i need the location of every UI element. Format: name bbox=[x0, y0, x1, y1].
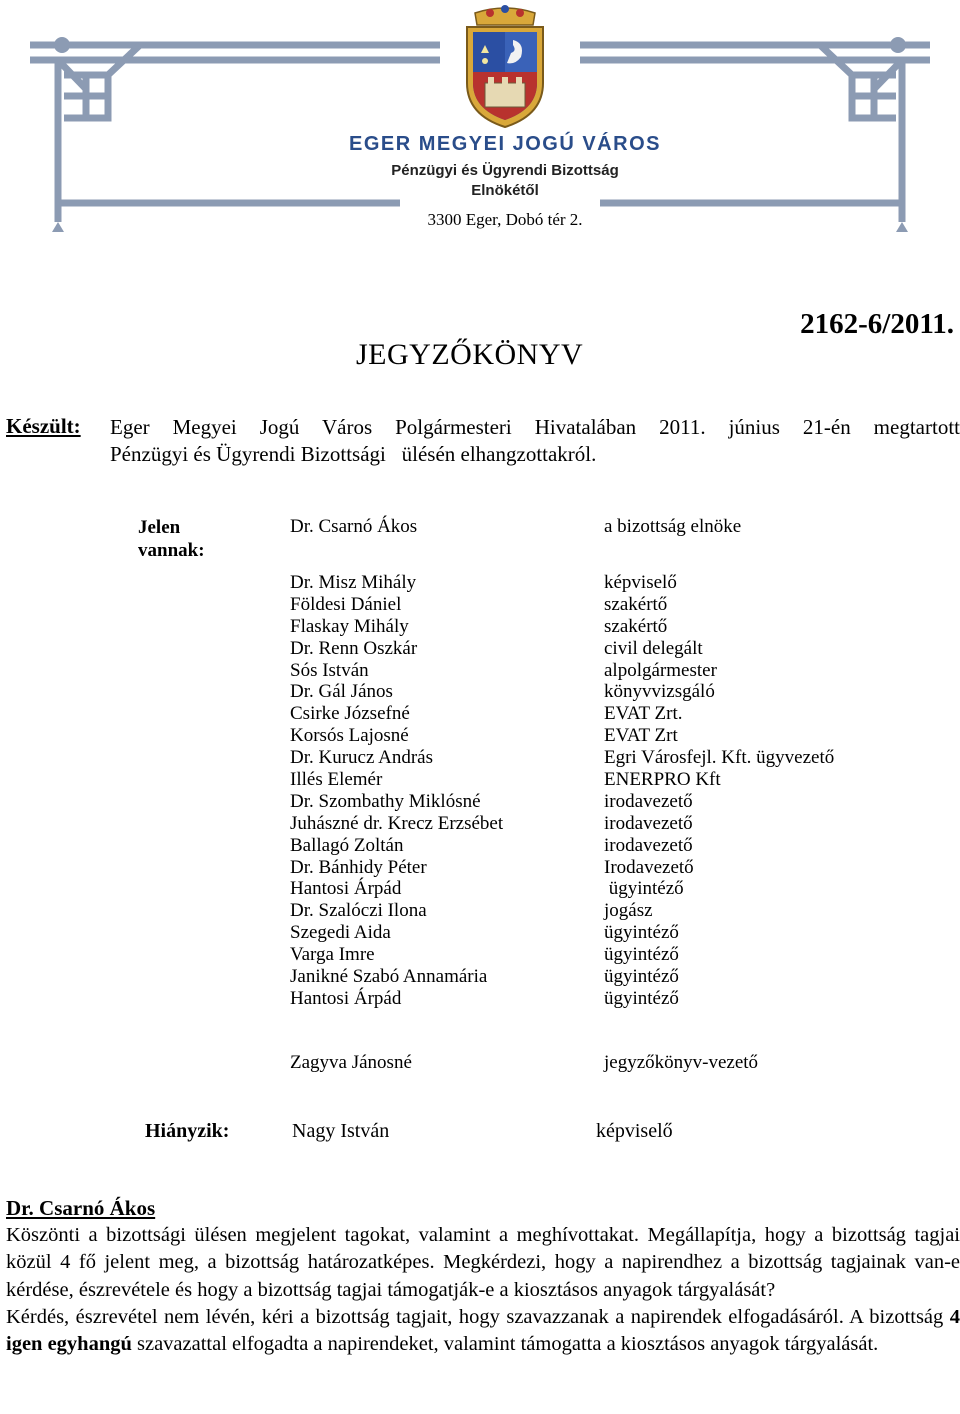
committee-name: Pénzügyi és Ügyrendi Bizottság bbox=[391, 162, 619, 179]
attendee-name: Korsós Lajosné bbox=[290, 725, 409, 747]
attendee-name: Dr. Szalóczi Ilona bbox=[290, 900, 427, 922]
absent-name: Nagy István bbox=[292, 1120, 390, 1142]
attendee-role: szakértő bbox=[604, 593, 668, 615]
prepared-line-1: Eger Megyei Jogú Város Polgármesteri Hivatalában 2011. június 21-én megtartott bbox=[110, 415, 960, 439]
attendee-role: képviselő bbox=[604, 572, 677, 593]
attendee-name: Dr. Bánhidy Péter bbox=[290, 856, 427, 878]
paragraph-2-part-1: Kérdés, észrevétel nem lévén, kéri a bizottság tagjait, hogy szavazzanak a napirendek elfogadásáról. A bizottság bbox=[6, 1305, 950, 1328]
present-label-line-1: Jelen bbox=[138, 517, 181, 538]
attendee-name: Csirke Józsefné bbox=[290, 703, 410, 725]
attendee-role: jogász bbox=[604, 900, 653, 922]
attendee-name: Földesi Dániel bbox=[290, 593, 402, 615]
attendee-name: Dr. Gál János bbox=[290, 681, 393, 703]
attendee-role: könyvvizsgáló bbox=[604, 681, 715, 703]
paragraph-2-part-2: szavazattal elfogadta a napirendeket, valamint támogatta a kiosztásos anyagok tárgyalását. bbox=[131, 1333, 879, 1356]
attendee-role: EVAT Zrt. bbox=[604, 703, 683, 725]
absent-label: Hiányzik: bbox=[145, 1120, 230, 1142]
attendee-role: ügyintéző bbox=[604, 922, 679, 944]
document-number: 2162-6/2011. bbox=[800, 308, 954, 340]
attendee-role: irodavezető bbox=[604, 834, 693, 856]
coat-of-arms-icon bbox=[455, 5, 555, 130]
attendee-role: irodavezető bbox=[604, 790, 693, 812]
attendee-name: Szegedi Aida bbox=[290, 922, 391, 944]
attendee-name: Illés Elemér bbox=[290, 769, 383, 791]
attendee-name: Dr. Misz Mihály bbox=[290, 572, 417, 593]
attendee-names bbox=[290, 572, 503, 1010]
attendee-name: Flaskay Mihály bbox=[290, 615, 409, 637]
attendee-name: Janikné Szabó Annamária bbox=[290, 966, 488, 988]
attendee-name: Dr. Renn Oszkár bbox=[290, 637, 418, 659]
attendee-role: ügyintéző bbox=[604, 966, 679, 988]
attendee-role: ügyintéző bbox=[604, 944, 679, 966]
attendee-role: civil delegált bbox=[604, 637, 703, 659]
present-label bbox=[138, 516, 205, 562]
from-label: Elnökétől bbox=[471, 182, 539, 199]
attendee-role: Egri Városfejl. Kft. ügyvezető bbox=[604, 747, 835, 769]
minutes-paragraph-1: Köszönti a bizottsági ülésen megjelent tagokat, valamint a meghívottakat. Megállapítja, hogy a bizottság tagjai közül 4 fő jelent meg, a bizottság határozatképes. Megkérdezi, hogy a napirendhez a bizottság tagjainak van-e kérdése, észrevétele és hogy a bizottság tagjai támogatják-e a kiosztásos anyagok tárgyalását? bbox=[6, 1224, 960, 1301]
present-label-line-2: vannak: bbox=[138, 540, 205, 561]
prepared-line-2: Pénzügyi és Ügyrendi Bizottsági ülésén elhangzottakról. bbox=[110, 442, 597, 466]
attendee-role: EVAT Zrt bbox=[604, 725, 678, 747]
attendee-role: ügyintéző bbox=[604, 987, 679, 1009]
attendee-role: alpolgármester bbox=[604, 659, 717, 681]
attendee-name: Hantosi Árpád bbox=[290, 987, 402, 1009]
attendee-name: Hantosi Árpád bbox=[290, 878, 402, 900]
attendee-role: szakértő bbox=[604, 615, 668, 637]
chair-role: a bizottság elnöke bbox=[604, 516, 742, 537]
document-title: JEGYZŐKÖNYV bbox=[356, 338, 584, 371]
attendee-role: ENERPRO Kft bbox=[604, 769, 721, 791]
prepared-label: Készült: bbox=[6, 414, 81, 438]
attendee-name: Ballagó Zoltán bbox=[290, 834, 404, 856]
absent-role: képviselő bbox=[596, 1120, 673, 1142]
attendee-name: Dr. Kurucz András bbox=[290, 747, 433, 769]
attendee-name: Juhászné dr. Krecz Erzsébet bbox=[290, 812, 504, 834]
attendee-role: irodavezető bbox=[604, 812, 693, 834]
attendee-name: Dr. Szombathy Miklósné bbox=[290, 790, 481, 812]
attendee-role: Irodavezető bbox=[604, 856, 694, 878]
minutes-paragraph-2 bbox=[6, 1304, 960, 1359]
chair-name: Dr. Csarnó Ákos bbox=[290, 516, 418, 537]
attendee-roles bbox=[604, 572, 834, 1010]
attendee-role: ügyintéző bbox=[604, 878, 684, 900]
attendee-name: Sós István bbox=[290, 659, 369, 681]
org-name: EGER MEGYEI JOGÚ VÁROS bbox=[349, 133, 661, 155]
recorder-role: jegyzőkönyv-vezető bbox=[604, 1052, 759, 1073]
minutes-body bbox=[6, 1222, 960, 1358]
recorder-name: Zagyva Jánosné bbox=[290, 1052, 412, 1073]
vote-result: 4 igen egyhangú bbox=[6, 1305, 960, 1356]
attendee-name: Varga Imre bbox=[290, 944, 375, 966]
speaker-name: Dr. Csarnó Ákos bbox=[6, 1196, 156, 1220]
address: 3300 Eger, Dobó tér 2. bbox=[427, 210, 583, 229]
